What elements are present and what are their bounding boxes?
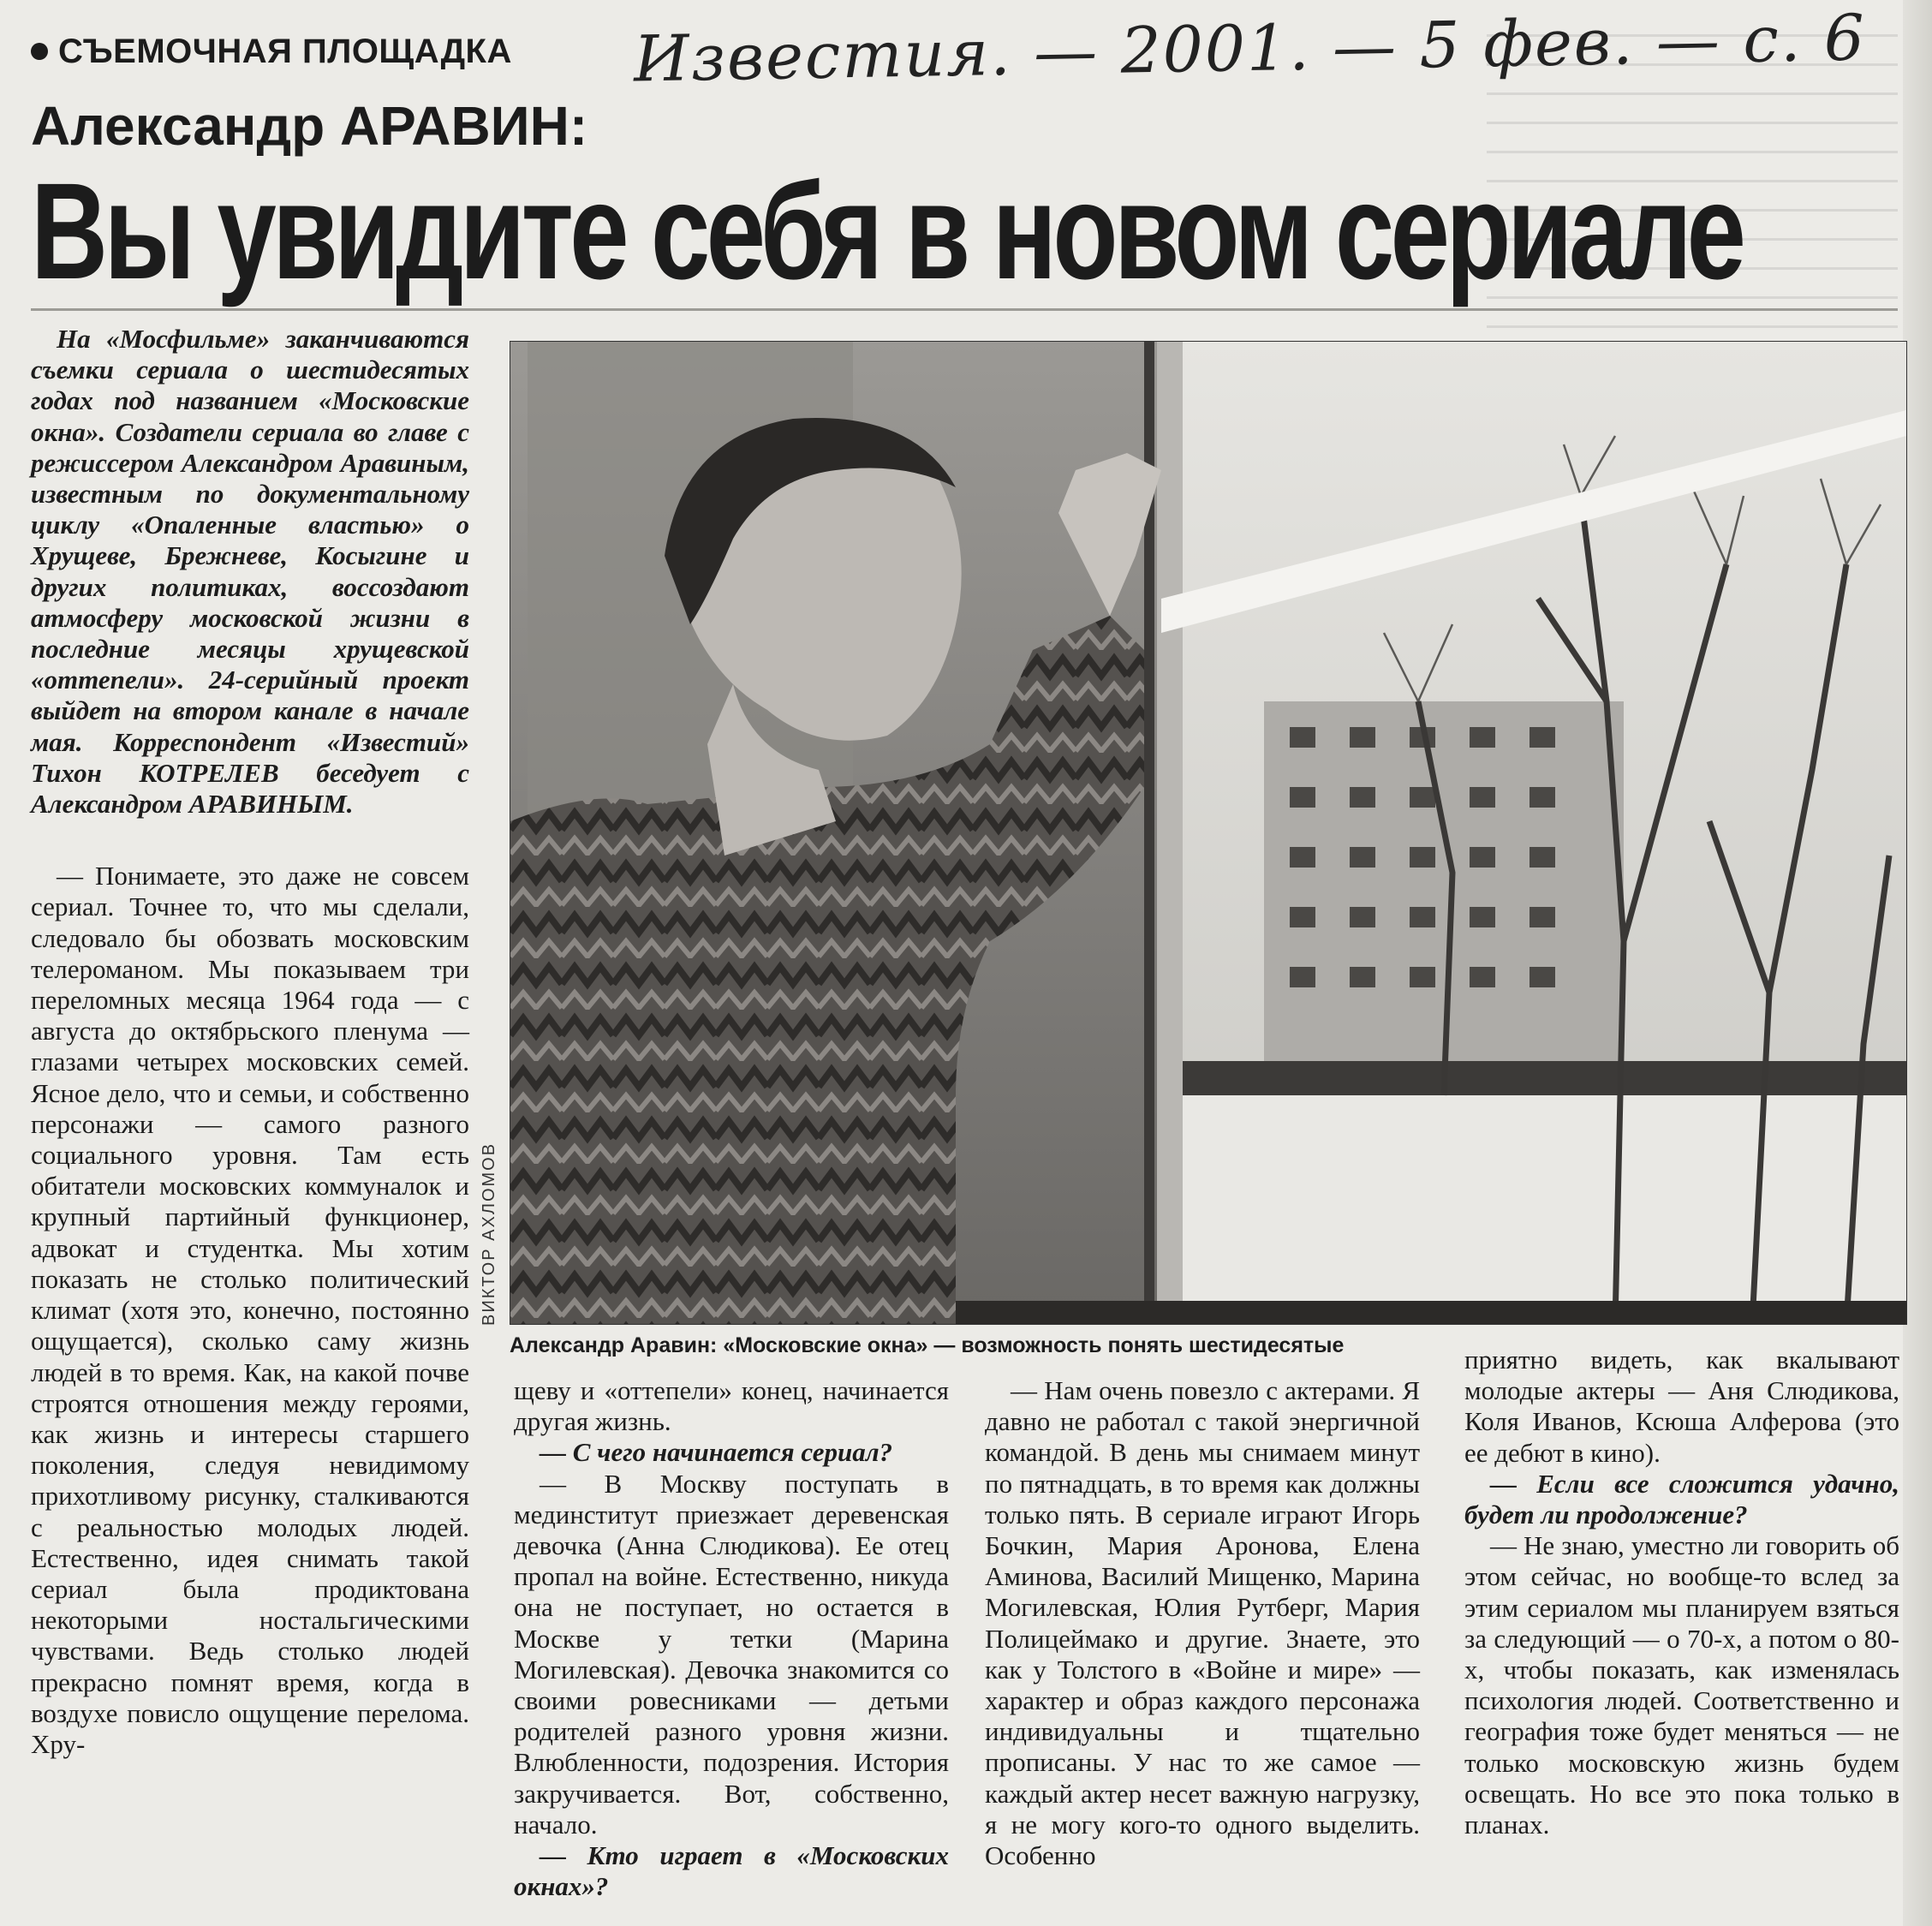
bullet-icon <box>31 43 48 60</box>
interview-question: — С чего начинается сериал? <box>540 1437 893 1468</box>
column-3 <box>985 1375 1420 1871</box>
body-paragraph: — Понимаете, это даже не совсем сериал. Точнее то, что мы сделали, следовало бы обозвать московским телероманом. Мы показываем три переломных месяца 1964 года — с августа до октябрьского пленума — глазами четырех московских семей. Ясное дело, что и семьи, и собственно персонажи — самого разного социального уровня. Там есть обитатели московских коммуналок и крупный партийный функционер, адвокат и студентка. Мы хотим показать не столько политический климат (хотя это, конечно, постоянно ощущается), сколько саму жизнь людей в то время. Как, на какой почве строятся отношения между героями, как жизнь и интересы старшего поколения, следуя невидимому прихотливому рисунку, сталкиваются с реальностью молодых людей. Естественно, идея снимать такой сериал была продиктована некоторыми ностальгическими чувствами. Ведь столько людей прекрасно помнят время, когда в воздухе повисло ощущение перелома. Хру- <box>31 861 469 1759</box>
headline: Вы увидите себя в новом сериале <box>31 154 1743 307</box>
body-paragraph: — В Москву поступать в мединститут приезжает деревенская девочка (Анна Слюдикова). Ее отец пропал на войне. Естественно, никуда она не поступает, но остается в Москве у тетки (Марина Могилевская). Девочка знакомится со своими ровесниками — детьми родителей разного уровня жизни. Влюбленности, подозрения. История закручивается. Вот, собственно, начало. <box>514 1468 949 1840</box>
photo-credit: ВИКТОР АХЛОМОВ <box>480 1142 498 1326</box>
body-paragraph: — Нам очень повезло с актерами. Я давно не работал с такой энергичной командой. В день мы снимаем минут по пятнадцать, в то время как должны только пять. В сериале играют Игорь Бочкин, Мария Аронова, Елена Аминова, Василий Мищенко, Марина Могилевская, Юлия Рутберг, Мария Полицеймако и другие. Знаете, это как у Толстого в «Войне и мире» — характер и образ каждого персонажа индивидуальны и тщательно прописаны. У нас то же самое — каждый актер несет важную нагрузку, я не могу кого-то одного выделить. Особенно <box>985 1375 1420 1871</box>
interview-question: — Если все сложится удачно, будет ли продолжение? <box>1464 1468 1899 1530</box>
photo-illustration <box>510 342 1906 1324</box>
body-paragraph: приятно видеть, как вкалывают молодые актеры — Аня Слюдикова, Коля Иванов, Ксюша Алферова (это ее дебют в кино). <box>1464 1345 1899 1468</box>
body-paragraph: щеву и «оттепели» конец, начинается другая жизнь. <box>514 1375 949 1437</box>
column-1 <box>31 324 469 1760</box>
column-2 <box>514 1375 949 1902</box>
rubric-label: СЪЕМОЧНАЯ ПЛОЩАДКА <box>58 33 512 70</box>
body-paragraph: — Не знаю, уместно ли говорить об этом сейчас, но вообще-то вслед за этим сериалом мы планируем взяться за следующий — о 70-х, а потом о 80-х, чтобы показать, как изменялась психология людей. Соответственно и география тоже будет меняться — не только московскую жизнь будем освещать. Но все это пока только в планах. <box>1464 1530 1899 1840</box>
handwritten-source-note: Известия. — 2001. — 5 фев. — с. 6 <box>633 1 1867 97</box>
interview-question: — Кто играет в «Московских окнах»? <box>514 1840 949 1902</box>
page-edge-shadow <box>1903 0 1932 1926</box>
header-divider <box>31 308 1898 311</box>
interviewee-name: Александр АРАВИН: <box>31 95 588 157</box>
photo-caption: Александр Аравин: «Московские окна» — возможность понять шестидесятые <box>510 1333 1345 1357</box>
column-4 <box>1464 1345 1899 1840</box>
section-rubric <box>31 33 512 71</box>
article-photo <box>510 341 1907 1325</box>
lead-paragraph: На «Мосфильме» заканчиваются съемки сериала о шестидесятых годах под названием «Московские окна». Создатели сериала во главе с режиссером Александром Аравиным, известным по документальному циклу «Опаленные властью» о Хрущеве, Брежневе, Косыгине и других политиках, воссоздают атмосферу московской жизни в последние месяцы хрущевской «оттепели». 24-серийный проект выйдет на втором канале в начале мая. Корреспондент «Известий» Тихон КОТРЕЛЕВ беседует с Александром АРАВИНЫМ. <box>31 324 469 820</box>
